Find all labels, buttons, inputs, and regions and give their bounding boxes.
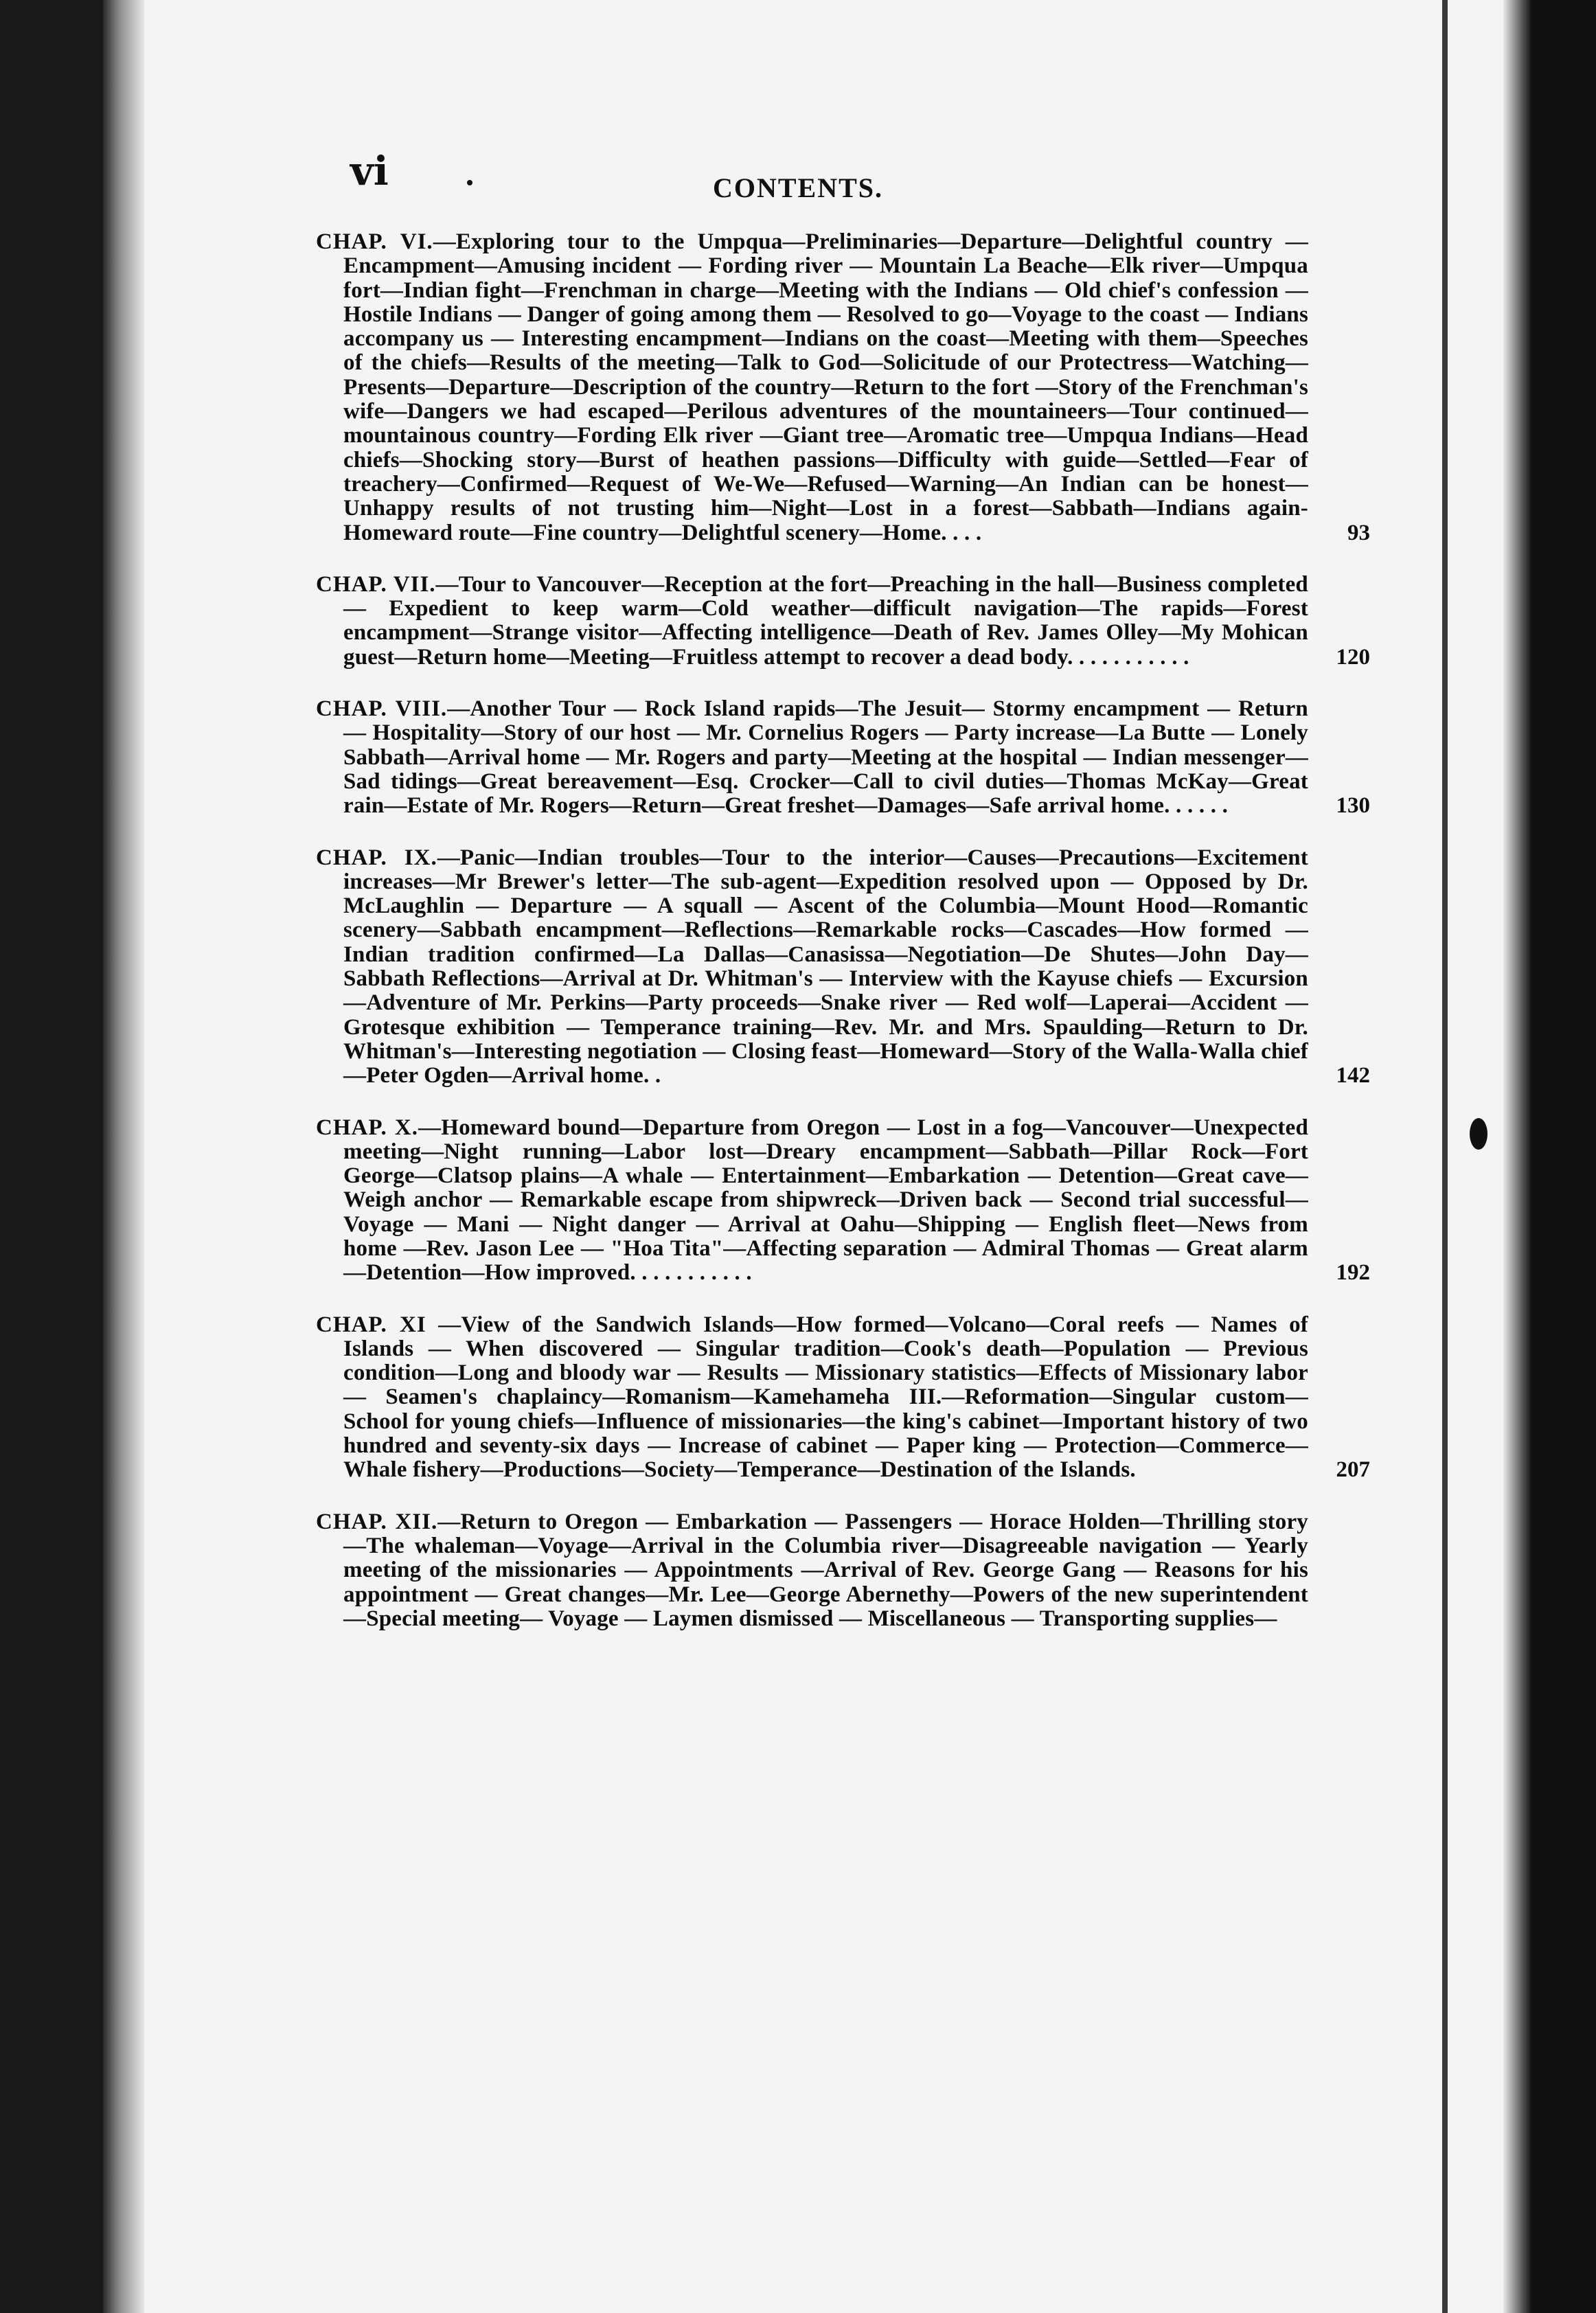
chapter-label: CHAP. VI. bbox=[316, 229, 433, 254]
contents-entry-chap-9 bbox=[316, 846, 1370, 1089]
dot-leader: . . . bbox=[946, 520, 982, 545]
contents-entry-chap-12 bbox=[316, 1510, 1370, 1631]
page-reference: 142 bbox=[1336, 1063, 1370, 1089]
right-margin-gradient bbox=[1503, 0, 1531, 2313]
chapter-summary: —Panic—Indian troubles—Tour to the interior—Causes—Precautions—Excitement increases—Mr Brewer's letter—The sub-agent—Expedition resolved upon — Opposed by Dr. McLaughlin — Departure — A squall — Ascent of the Columbia—Mount Hood—Romantic scenery—Sabbath encampment—Reflections—Remarkable rocks—Cascades—How formed — Indian tradition confirmed—La Dallas—Canasissa—Negotiation—De Shutes—John Day—Sabbath Reflections—Arrival at Dr. Whitman's — Interview with the Kayuse chiefs — Excursion —Adventure of Mr. Perkins—Party proceeds—Snake river — Red wolf—Laperai—Accident — Grotesque exhibition — Temperance training—Rev. Mr. and Mrs. Spaulding—Return to Dr. Whitman's—Interesting negotiation — Closing feast—Homeward—Story of the Walla-Walla chief—Peter Ogden—Arrival home. bbox=[343, 845, 1308, 1089]
contents-entry-chap-11 bbox=[316, 1313, 1370, 1483]
contents-entry-chap-6 bbox=[316, 230, 1370, 545]
chapter-summary: —Tour to Vancouver—Reception at the fort—Preaching in the hall—Business completed — Expedient to keep warm—Cold weather—difficult navigation—The rapids—Forest encampment—Strange visitor—Affecting intelligence—Death of Rev. James Olley—My Mohican guest—Return home—Meeting—Fruitless attempt to recover a dead body. bbox=[343, 571, 1308, 670]
book-binding-shadow bbox=[0, 0, 103, 2313]
entry-text bbox=[316, 1510, 1308, 1631]
chapter-label: CHAP. VIII. bbox=[316, 696, 448, 722]
page-hole-mark bbox=[1470, 1118, 1487, 1150]
dot-leader: . . . . . . . . . . bbox=[1073, 644, 1189, 670]
page-reference: 130 bbox=[1336, 793, 1370, 819]
entry-text bbox=[316, 230, 1308, 545]
entry-text bbox=[316, 1116, 1308, 1286]
dot-leader: . bbox=[649, 1063, 661, 1089]
next-page-edge bbox=[1442, 0, 1448, 2313]
chapter-summary: —Exploring tour to the Umpqua—Preliminaries—Departure—Delightful country — Encampment—Amusing incident — Fording river — Mountain La Beache—Elk river—Umpqua fort—Indian fight—Frenchman in charge—Meeting with the Indians — Old chief's confession — Hostile Indians — Danger of going among them — Resolved to go—Voyage to the coast — Indians accompany us — Interesting encampment—Indians on the coast—Meeting with them—Speeches of the chiefs—Results of the meeting—Talk to God—Solicitude of our Protectress—Watching—Presents—Departure—Description of the country—Return to the fort —Story of the Frenchman's wife—Dangers we had escaped—Perilous adventures of the mountaineers—Tour continued—mountainous country—Fording Elk river —Giant tree—Aromatic tree—Umpqua Indians—Head chiefs—Shocking story—Burst of heathen passions—Difficulty with guide—Settled—Fear of treachery—Confirmed—Request of We-We—Refused—Warning—An Indian can be honest—Unhappy results of not trusting him—Night—Lost in a forest—Sabbath—Indians again- Homeward route—Fine country—Delightful scenery—Home. bbox=[343, 229, 1308, 545]
entry-text bbox=[316, 1313, 1308, 1483]
chapter-label: CHAP. IX. bbox=[316, 845, 437, 870]
chapter-label: CHAP. X. bbox=[316, 1115, 418, 1140]
page-reference: 192 bbox=[1336, 1260, 1370, 1286]
entry-text bbox=[316, 846, 1308, 1089]
page-number: vi bbox=[350, 148, 389, 194]
dot-leader: . . . . . bbox=[1170, 793, 1229, 819]
contents-list bbox=[316, 230, 1370, 1659]
contents-entry-chap-10 bbox=[316, 1116, 1370, 1286]
dot-leader: . . . . . . . . . . bbox=[635, 1260, 752, 1286]
entry-text bbox=[316, 697, 1308, 818]
chapter-summary: —View of the Sandwich Islands—How formed—Volcano—Coral reefs — Names of Islands — When discovered — Singular tradition—Cook's death—Population — Previous condition—Long and bloody war — Results — Missionary statistics—Effects of Missionary labor — Seamen's chaplaincy—Romanism—Kamehameha III.—Reformation—Singular custom—School for young chiefs—Influence of missionaries—the king's cabinet—Important history of two hundred and seventy-six days — Increase of cabinet — Paper king — Protection—Commerce—Whale fishery—Productions—Society—Temperance—Destination of the Islands. bbox=[343, 1312, 1308, 1483]
contents-entry-chap-7 bbox=[316, 573, 1370, 670]
chapter-label: CHAP. VII. bbox=[316, 571, 436, 597]
entry-text bbox=[316, 573, 1308, 670]
page-reference: 93 bbox=[1347, 520, 1370, 545]
chapter-summary: —Another Tour — Rock Island rapids—The Jesuit— Stormy encampment — Return — Hospitality—Story of our host — Mr. Cornelius Rogers — Party increase—La Butte — Lonely Sabbath—Arrival home — Mr. Rogers and party—Meeting at the hospital — Indian messenger—Sad tidings—Great bereavement—Esq. Crocker—Call to civil duties—Thomas McKay—Great rain—Estate of Mr. Rogers—Return—Great freshet—Damages—Safe arrival home. bbox=[343, 696, 1308, 819]
page-reference: 207 bbox=[1336, 1457, 1370, 1483]
page-reference: 120 bbox=[1336, 644, 1370, 670]
chapter-label: CHAP. XI bbox=[316, 1312, 426, 1337]
contents-entry-chap-8 bbox=[316, 697, 1370, 818]
page-title: CONTENTS. bbox=[712, 172, 884, 203]
right-margin-shadow bbox=[1531, 0, 1596, 2313]
chapter-summary: —Homeward bound—Departure from Oregon — Lost in a fog—Vancouver—Unexpected meeting—Night running—Labor lost—Dreary encampment—Sabbath—Pillar Rock—Fort George—Clatsop plains—A whale — Entertainment—Embarkation — Detention—Great cave—Weigh anchor — Remarkable escape from shipwreck—Driven back — Second trial successful—Voyage — Mani — Night danger — Arrival at Oahu—Shipping — English fleet—News from home —Rev. Jason Lee — "Hoa Tita"—Affecting separation — Admiral Thomas — Great alarm—Detention—How improved. bbox=[343, 1115, 1308, 1286]
chapter-summary: —Return to Oregon — Embarkation — Passengers — Horace Holden—Thrilling story—The whaleman—Voyage—Arrival in the Columbia river—Disagreeable navigation — Yearly meeting of the missionaries — Appointments —Arrival of Rev. George Gang — Reasons for his appointment — Great changes—Mr. Lee—George Abernethy—Powers of the new superintendent—Special meeting— Voyage — Laymen dismissed — Miscellaneous — Transporting supplies— bbox=[343, 1509, 1308, 1631]
chapter-label: CHAP. XII. bbox=[316, 1509, 438, 1534]
binding-gradient bbox=[103, 0, 144, 2313]
